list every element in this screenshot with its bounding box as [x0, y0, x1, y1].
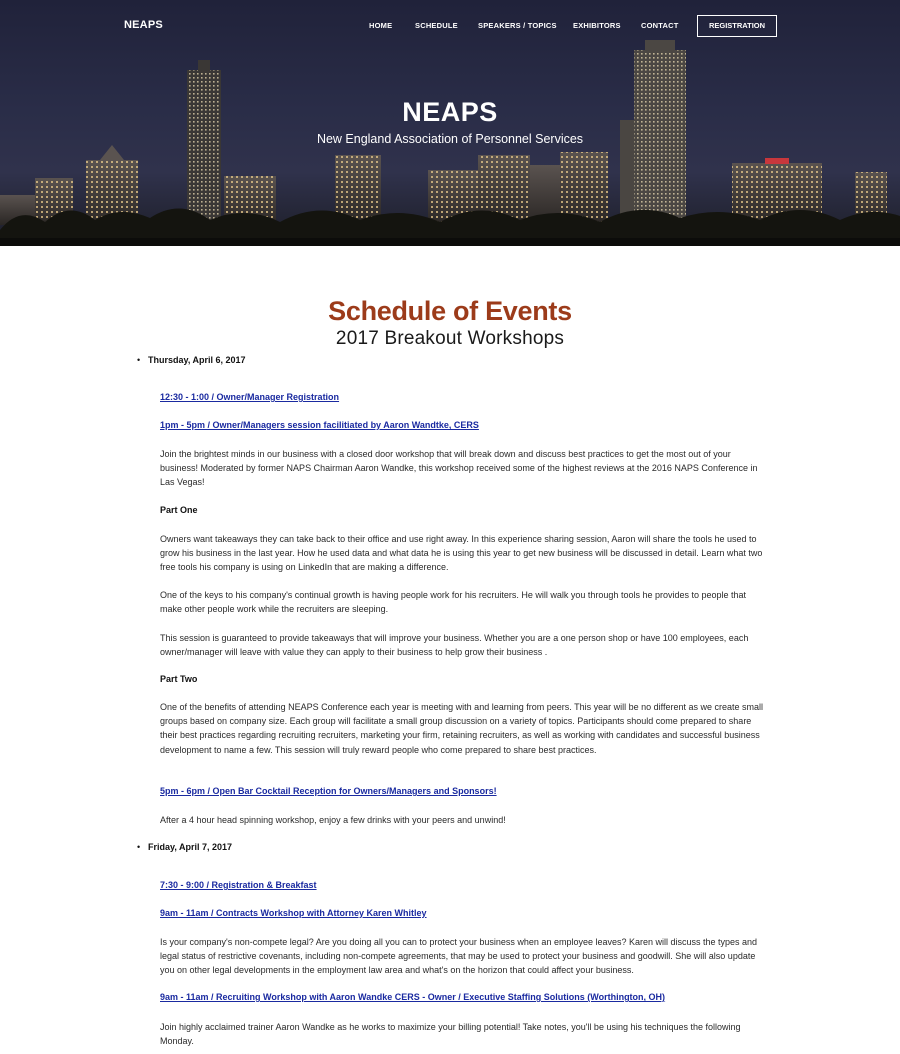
session-link-cocktail-reception[interactable]: 5pm - 6pm / Open Bar Cocktail Reception for Owners/Managers and Sponsors! [160, 786, 497, 796]
top-navigation [0, 0, 900, 52]
hero-banner [0, 0, 900, 246]
page-title: Schedule of Events [328, 296, 572, 326]
paragraph: One of the benefits of attending NEAPS Conference each year is meeting with and learning from peers. This year will be no different as we create small groups based on company size. Each group will facilitate a small group discussion on a variety of topics. Participants should come prepared to share their best practices regarding recruiting recruiters, marketing your firm, retaining recruiters, as well as working with candidates and successful business development to name a few. This session will truly reward people who come prepared to share best practices. [160, 702, 763, 755]
session-link-registration-breakfast[interactable]: 7:30 - 9:00 / Registration & Breakfast [160, 880, 317, 890]
paragraph: One of the keys to his company's continual growth is having people work for his recruiters. He will walk you through tools he provides to people that make other people work while the recruiters are sleeping. [160, 590, 747, 615]
nav-speakers-topics[interactable]: SPEAKERS / TOPICS [478, 21, 557, 30]
session-link-contracts-workshop[interactable]: 9am - 11am / Contracts Workshop with Attorney Karen Whitley [160, 908, 427, 918]
bullet: • [137, 355, 141, 365]
bullet: • [137, 842, 141, 852]
hero-title: NEAPS [402, 97, 498, 127]
nav-home[interactable]: HOME [369, 21, 393, 30]
hero-subtitle: New England Association of Personnel Services [316, 132, 584, 146]
paragraph: Owners want takeaways they can take back to their office and use right away. In this experience sharing session, Aaron will share the tools he used to grow his business in the last year. How he used data and what data he is using this year to get new business will be discussed in detail. Learn what two free tools his company is using on LinkedIn that are making a difference. [160, 534, 763, 573]
nav-schedule[interactable]: SCHEDULE [415, 21, 458, 30]
page-subtitle: 2017 Breakout Workshops [335, 328, 565, 349]
nav-contact[interactable]: CONTACT [641, 21, 679, 30]
nav-exhibitors[interactable]: EXHIBITORS [573, 21, 621, 30]
session-link-registration[interactable]: 12:30 - 1:00 / Owner/Manager Registration [160, 392, 340, 402]
session-link-owner-managers[interactable]: 1pm - 5pm / Owner/Managers session facilitiated by Aaron Wandtke, CERS [160, 420, 479, 430]
day-heading-thursday: Thursday, April 6, 2017 [148, 355, 246, 365]
session-link-recruiting-workshop[interactable]: 9am - 11am / Recruiting Workshop with Aaron Wandke CERS - Owner / Executive Staffing Solutions (Worthington, OH) [160, 992, 666, 1002]
paragraph: Join highly acclaimed trainer Aaron Wandke as he works to maximize your billing potential! Take notes, you'll be using his techniques the following Monday. [160, 1022, 741, 1047]
part-one-heading: Part One [160, 505, 198, 515]
part-two-heading: Part Two [160, 674, 198, 684]
paragraph: Is your company's non-compete legal? Are you doing all you can to protect your business when an employee leaves? Karen will discuss the types and legal status of restrictive covenants, including non-compete agreements, that may be used to protect your business and goodwill. She will also update you on other legal developments in the employment law area and what's on the horizon that could affect your business. [160, 937, 758, 976]
brand-logo[interactable]: NEAPS [124, 19, 163, 31]
paragraph: After a 4 hour head spinning workshop, enjoy a few drinks with your peers and unwind! [160, 815, 506, 825]
session-description: Join the brightest minds in our business with a closed door workshop that will break down and discuss best practices to get the most out of your business! Moderated by former NAPS Chairman Aaron Wandke, this workshop received some of the highest reviews at the 2016 NAPS Conference in Las Vegas! [160, 449, 758, 488]
paragraph: This session is guaranteed to provide takeaways that will improve your business. Whether you are a one person shop or have 100 employees, each owner/manager will leave with value they can apply to their business to help grow their business . [160, 633, 749, 658]
registration-button[interactable]: REGISTRATION [697, 15, 777, 37]
day-heading-friday: Friday, April 7, 2017 [148, 842, 233, 852]
